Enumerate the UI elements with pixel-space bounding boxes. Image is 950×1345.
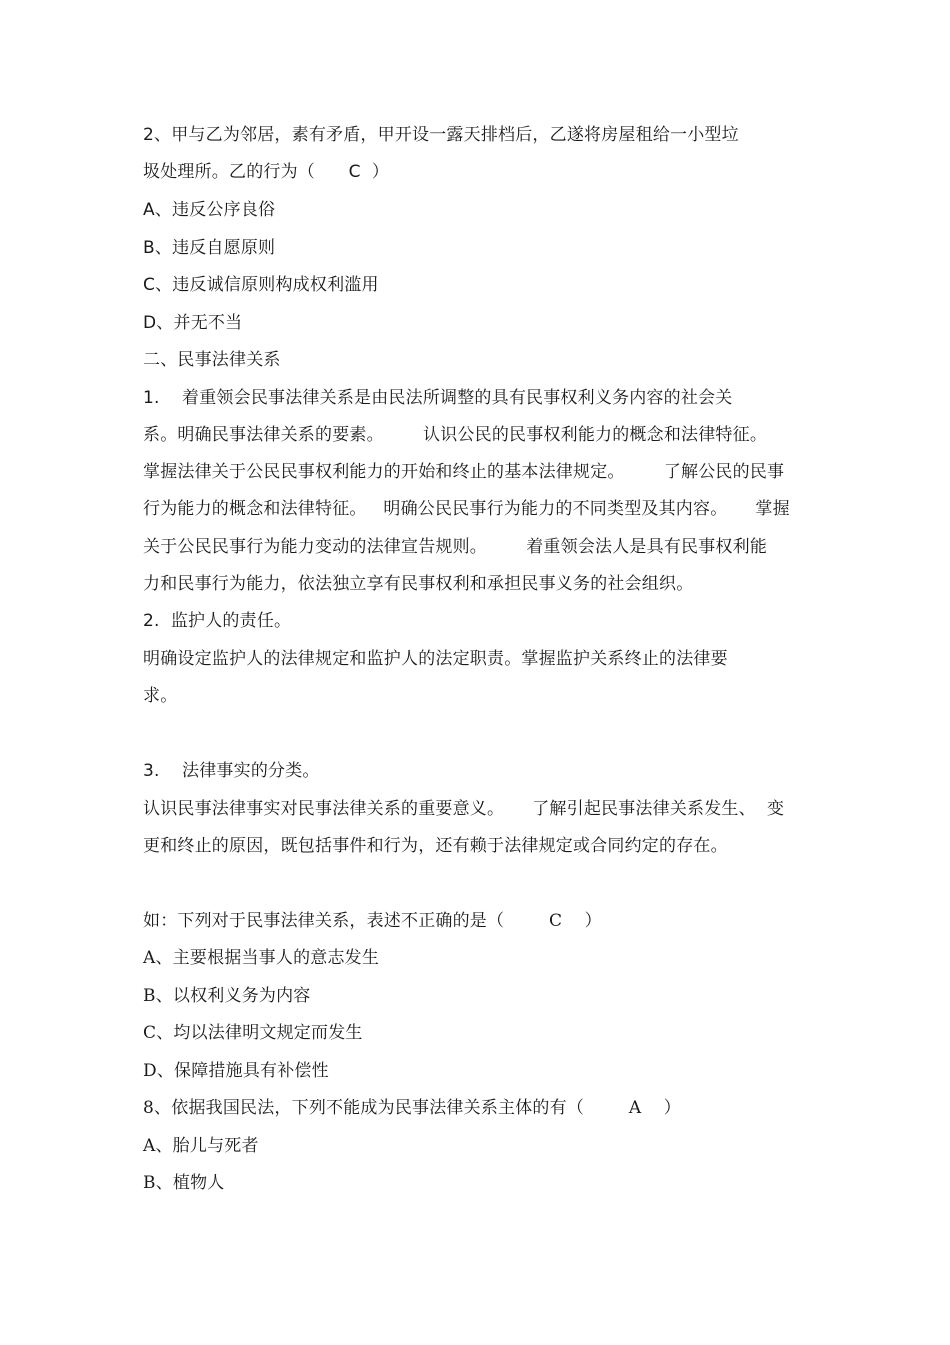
question-8-option-b: B、植物人 xyxy=(143,1173,225,1193)
question-2-option-c: C、违反诚信原则构成权利滥用 xyxy=(143,275,379,295)
example-question-stem: 如：下列对于民事法律关系，表述不正确的是（ C ） xyxy=(143,911,602,931)
point-2-line: 求。 xyxy=(143,686,178,706)
question-2-option-d: D、并无不当 xyxy=(143,313,243,333)
point-1-line: 掌握法律关于公民民事权利能力的开始和终止的基本法律规定。 了解公民的民事 xyxy=(143,462,785,482)
point-1-line: 1. 着重领会民事法律关系是由民法所调整的具有民事权利义务内容的社会关 xyxy=(143,388,733,408)
point-1-line: 力和民事行为能力，依法独立享有民事权利和承担民事义务的社会组织。 xyxy=(143,574,694,594)
example-option-a: A、主要根据当事人的意志发生 xyxy=(143,948,380,968)
question-2-stem-line-1: 2、甲与乙为邻居，素有矛盾，甲开设一露天排档后，乙遂将房屋租给一小型垃 xyxy=(143,125,739,145)
question-8-stem: 8、依据我国民法，下列不能成为民事法律关系主体的有（ A ） xyxy=(143,1098,681,1118)
question-2-option-b: B、违反自愿原则 xyxy=(143,238,276,258)
example-option-c: C、均以法律明文规定而发生 xyxy=(143,1023,363,1043)
point-1-line: 行为能力的概念和法律特征。 明确公民民事行为能力的不同类型及其内容。 掌握 xyxy=(143,499,790,519)
point-3-line: 更和终止的原因，既包括事件和行为，还有赖于法律规定或合同约定的存在。 xyxy=(143,836,728,856)
question-8-option-a: A、胎儿与死者 xyxy=(143,1136,259,1156)
example-option-d: D、保障措施具有补偿性 xyxy=(143,1061,329,1081)
question-2-option-a: A、违反公序良俗 xyxy=(143,200,276,220)
point-3-title: 3. 法律事实的分类。 xyxy=(143,761,320,781)
point-1-line: 关于公民民事行为能力变动的法律宣告规则。 着重领会法人是具有民事权利能 xyxy=(143,537,768,557)
section-title: 二、民事法律关系 xyxy=(143,350,281,370)
example-option-b: B、以权利义务为内容 xyxy=(143,986,311,1006)
point-2-line: 明确设定监护人的法律规定和监护人的法定职责。掌握监护关系终止的法律要 xyxy=(143,649,728,669)
point-1-line: 系。明确民事法律关系的要素。 认识公民的民事权利能力的概念和法律特征。 xyxy=(143,425,768,445)
point-2-title: 2. 监护人的责任。 xyxy=(143,611,292,631)
question-2-stem-line-2: 圾处理所。乙的行为（ C ） xyxy=(143,162,390,182)
point-3-line: 认识民事法律事实对民事法律关系的重要意义。 了解引起民事法律关系发生、 变 xyxy=(143,799,785,819)
